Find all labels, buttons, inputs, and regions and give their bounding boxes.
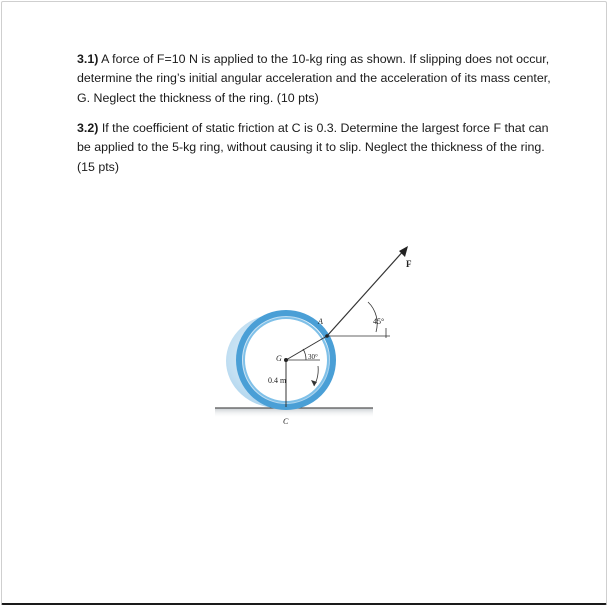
- angle-45-label: 45°: [373, 317, 385, 326]
- ground-shading: [215, 408, 373, 418]
- contact-label: C: [283, 417, 289, 426]
- problem-text: A force of F=10 N is applied to the 10-kg ring as shown. If slipping does not occur, determine the ring’s initial angular acceleration and the acceleration of its mass center, G. Neglect the thickness of the ring. (10 pts): [77, 52, 551, 105]
- ring-diagram-svg: [210, 236, 410, 436]
- center-point: [284, 358, 288, 362]
- point-a-dot: [325, 334, 329, 338]
- problem-3-1: [77, 50, 557, 108]
- ring-diagram: [210, 236, 410, 436]
- force-arrowhead: [399, 246, 408, 257]
- radius-label: 0.4 m: [268, 376, 287, 385]
- problem-text: If the coefficient of static friction at C is 0.3. Determine the largest force F that can be applied to the 5-kg ring, without causing it to slip. Neglect the thickness of the ring. (15 pts): [77, 121, 549, 174]
- center-label: G: [276, 354, 282, 363]
- point-a-label: A: [318, 317, 323, 326]
- force-line: [327, 248, 406, 336]
- problem-number: 3.1): [77, 52, 99, 66]
- problem-number: 3.2): [77, 121, 99, 135]
- problem-3-2: [77, 119, 557, 177]
- angle-30-label: 30°: [308, 353, 318, 361]
- force-label: F: [406, 259, 412, 269]
